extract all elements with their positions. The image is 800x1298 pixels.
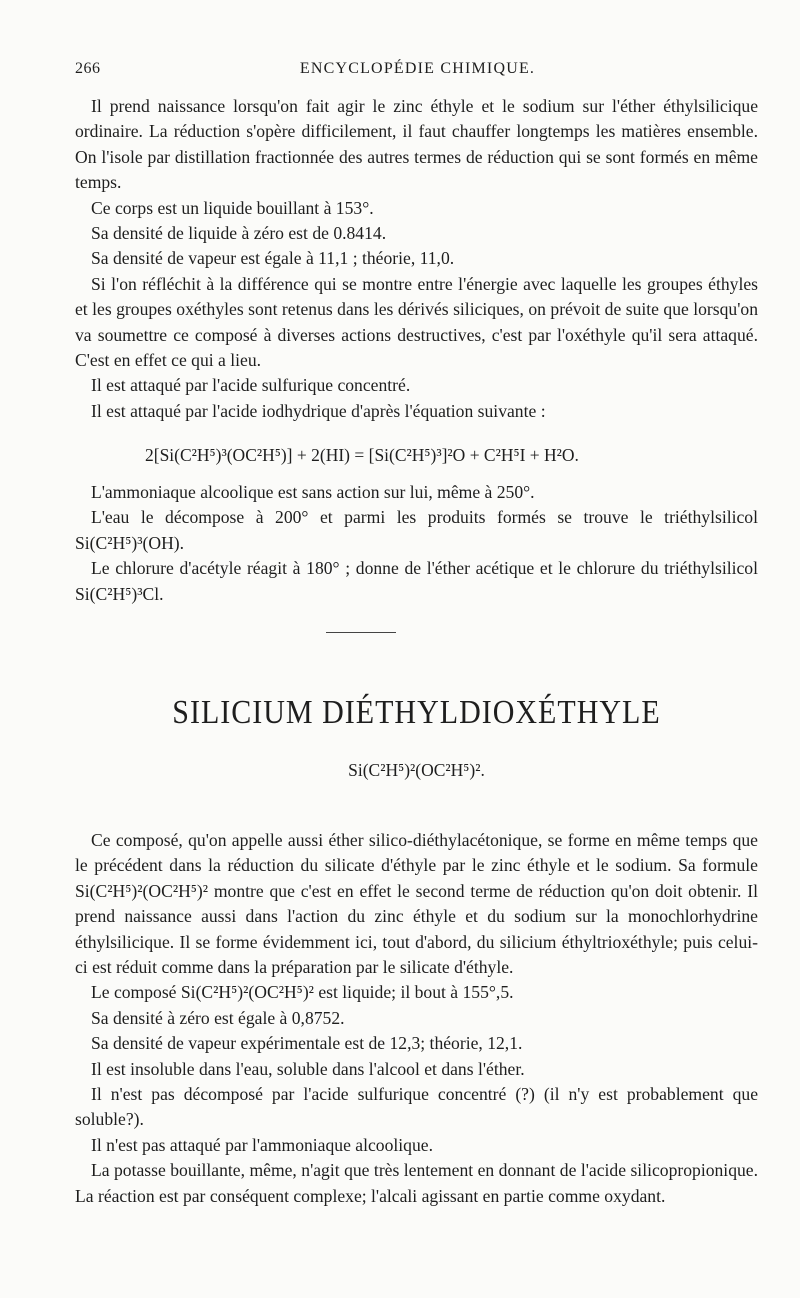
paragraph: L'ammoniaque alcoolique est sans action sur lui, même à 250°. (91, 482, 535, 502)
paragraph: Sa densité de vapeur expérimentale est de 12,3; théorie, 12,1. (91, 1033, 523, 1054)
page-number: 266 (75, 60, 101, 77)
paragraph: Il est attaqué par l'acide sulfurique concentré. (91, 375, 411, 396)
running-title: ENCYCLOPÉDIE CHIMIQUE. (299, 60, 536, 77)
paragraph: La potasse bouillante, même, n'agit que très lentement en donnant de l'acide silicopropionique. La réaction est par conséquent complexe; l'alcali agissant en partie comme oxydant. (75, 1160, 758, 1206)
paragraph: Le composé Si(C²H⁵)²(OC²H⁵)² est liquide; il bout à 155°,5. (91, 982, 514, 1003)
paragraph: Il prend naissance lorsqu'on fait agir le zinc éthyle et le sodium sur l'éther éthylsilicique ordinaire. La réduction s'opère difficilement, il faut chauffer longtemps les matières ensemble. On l'isole par distillation fractionnée des autres termes de réduction qui se sont formés en même temps. (75, 96, 758, 193)
section-formula: Si(C²H⁵)²(OC²H⁵)². (348, 760, 485, 780)
paragraph: Si l'on réfléchit à la différence qui se montre entre l'énergie avec laquelle les groupes éthyles et les groupes oxéthyles sont retenus dans les dérivés siliciques, on prévoit de suite que lorsqu'on va soumettre ce composé à diverses actions destructives, c'est par l'oxéthyle qu'il sera attaqué. C'est en effet ce qui a lieu. (75, 273, 758, 371)
section-title: SILICIUM DIÉTHYLDIOXÉTHYLE (172, 693, 661, 731)
section1-text (75, 94, 758, 424)
paragraph: Sa densité de liquide à zéro est de 0.8414. (91, 223, 387, 244)
paragraph: Sa densité de vapeur est égale à 11,1 ; théorie, 11,0. (91, 248, 455, 269)
paragraph: Il est insoluble dans l'eau, soluble dans l'alcool et dans l'éther. (91, 1058, 525, 1079)
section2-text (75, 828, 758, 1209)
paragraph: Il n'est pas décomposé par l'acide sulfurique concentré (?) (il n'y est probablement que soluble?). (75, 1084, 758, 1130)
paragraph: Sa densité à zéro est égale à 0,8752. (91, 1007, 345, 1028)
paragraph: Ce composé, qu'on appelle aussi éther silico-diéthylacétonique, se forme en même temps que le précédent dans la réduction du silicate d'éthyle par le zinc éthyle et le sodium. Sa formule Si(C²H⁵)²(OC²H⁵)² montre que c'est en effet le second terme de réduction qu'on doit obtenir. Il prend naissance aussi dans l'action du zinc éthyle et du sodium sur la monochlorhydrine éthylsilicique. Il se forme évidemment ici, tout d'abord, du silicium éthyltrioxéthyle; puis celui-ci est réduit comme dans la préparation par le silicate d'éthyle. (75, 830, 758, 978)
paragraph: Ce corps est un liquide bouillant à 153°. (91, 197, 374, 218)
section-divider (326, 632, 396, 633)
section1-text-continued (75, 480, 758, 607)
paragraph: L'eau le décompose à 200° et parmi les produits formés se trouve le triéthylsilicol Si(C²H⁵)³(OH). (75, 507, 758, 553)
chemical-equation: 2[Si(C²H⁵)³(OC²H⁵)] + 2(HI) = [Si(C²H⁵)³]²O + C²H⁵I + H²O. (145, 445, 579, 465)
paragraph: Il est attaqué par l'acide iodhydrique d'après l'équation suivante : (91, 400, 546, 421)
paragraph: Le chlorure d'acétyle réagit à 180° ; donne de l'éther acétique et le chlorure du triéthylsilicol Si(C²H⁵)³Cl. (75, 558, 758, 604)
paragraph: Il n'est pas attaqué par l'ammoniaque alcoolique. (91, 1134, 433, 1155)
page-header (75, 60, 760, 88)
